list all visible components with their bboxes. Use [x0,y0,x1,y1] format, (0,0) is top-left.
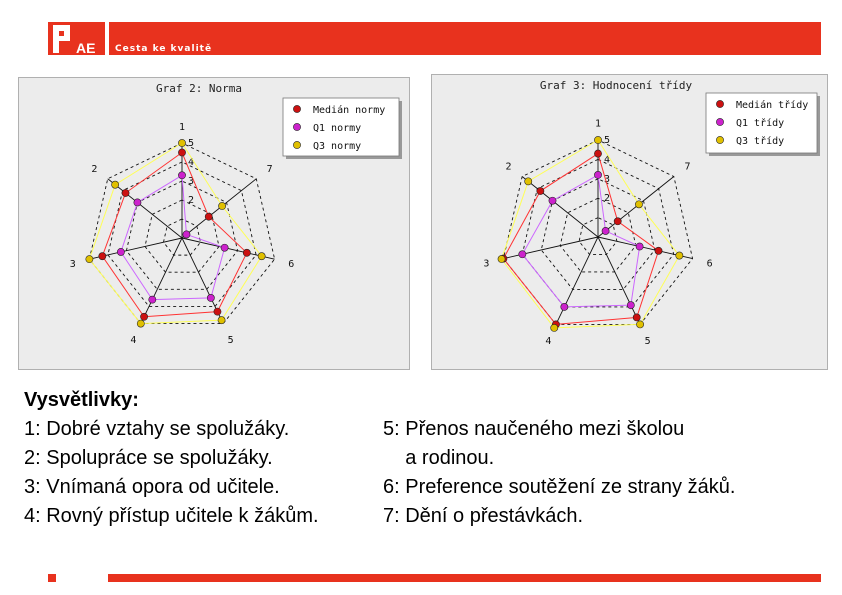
data-point [86,256,93,263]
axis-label: 2 [91,164,98,176]
data-point [594,136,601,143]
logo [48,22,105,55]
data-point [594,171,601,178]
data-point [99,253,106,260]
r-tick-label: 3 [603,173,611,185]
legend-entry: Q1 třídy [736,118,785,129]
tagline: Cesta ke kvalitě [115,44,213,54]
explanation-right: 6: Preference soutěžení ze strany žáků. [383,476,736,498]
data-point [537,187,544,194]
data-point [258,253,265,260]
data-point [655,247,662,254]
axis-label: 2 [505,161,512,173]
data-point [178,172,185,179]
data-point [178,139,185,146]
data-point [636,243,643,250]
legend-entry: Q1 normy [313,123,362,134]
explanation-left: 2: Spolupráce se spolužáky. [24,447,273,469]
series-line [121,175,225,299]
data-point [602,227,609,234]
data-point [178,149,185,156]
r-tick-label: 5 [187,138,195,149]
footer-square [48,574,56,582]
explanation-left: 4: Rovný přístup učitele k žákům. [24,505,319,527]
brand-bar [109,22,821,55]
explanation-right: a rodinou. [383,447,495,469]
data-point [519,251,526,258]
data-point [205,213,212,220]
r-tick-label: 4 [603,154,611,166]
axis-label: 7 [266,164,273,176]
legend-entry: Q3 třídy [736,136,785,147]
chart-title: Graf 3: Hodnocení třídy [539,79,693,92]
data-point [134,199,141,206]
axis-label: 6 [288,258,295,270]
legend-marker [716,100,723,107]
r-tick-label: 5 [603,135,611,146]
data-point [112,181,119,188]
legend-marker [293,123,300,130]
data-point [635,201,642,208]
explanations [24,300,830,531]
axis-spoke [503,237,598,259]
r-tick-label: 2 [603,193,611,205]
r-tick-label: 4 [187,157,195,168]
explanation-right: 7: Dění o přestávkách. [383,505,584,527]
r-tick-label: 2 [187,195,195,206]
axis-label: 5 [644,336,651,348]
chart-title: Graf 2: Norma [155,82,243,95]
axis-label: 4 [545,336,552,348]
axis-label: 4 [130,334,137,346]
explanations-heading: Vysvětlivky: [24,389,139,411]
axis-label: 1 [178,121,186,133]
legend-marker [293,105,300,112]
explanation-right: 5: Přenos naučeného mezi školou [383,418,685,440]
footer-bar [108,574,821,582]
explanation-row [24,502,830,531]
axis-label: 5 [227,334,234,346]
axis-label: 7 [684,161,691,173]
explanation-row [24,415,830,444]
axis-label: 3 [483,258,490,270]
axis-label: 3 [69,258,76,270]
legend-entry: Medián třídy [736,100,809,111]
data-point [498,255,505,262]
data-point [219,202,226,209]
explanation-row [24,473,830,502]
data-point [525,178,532,185]
axis-label: 6 [706,258,713,270]
data-point [221,244,228,251]
logo-text: AE [76,40,96,55]
legend-marker [716,118,723,125]
legend-marker [293,141,300,148]
data-point [183,231,190,238]
legend-entry: Q3 normy [313,141,362,152]
series-line [102,153,246,317]
data-point [676,252,683,259]
data-point [122,189,129,196]
data-point [243,249,250,256]
r-tick-label: 3 [187,176,195,187]
data-point [594,150,601,157]
axis-label: 1 [594,118,602,130]
explanation-left: 3: Vnímaná opora od učitele. [24,476,280,498]
legend-marker [716,136,723,143]
data-point [614,218,621,225]
data-point [117,248,124,255]
legend-entry: Medián normy [313,105,386,116]
data-point [549,197,556,204]
explanation-left: 1: Dobré vztahy se spolužáky. [24,418,290,440]
explanation-row [24,444,830,473]
logo-mark [48,22,105,55]
